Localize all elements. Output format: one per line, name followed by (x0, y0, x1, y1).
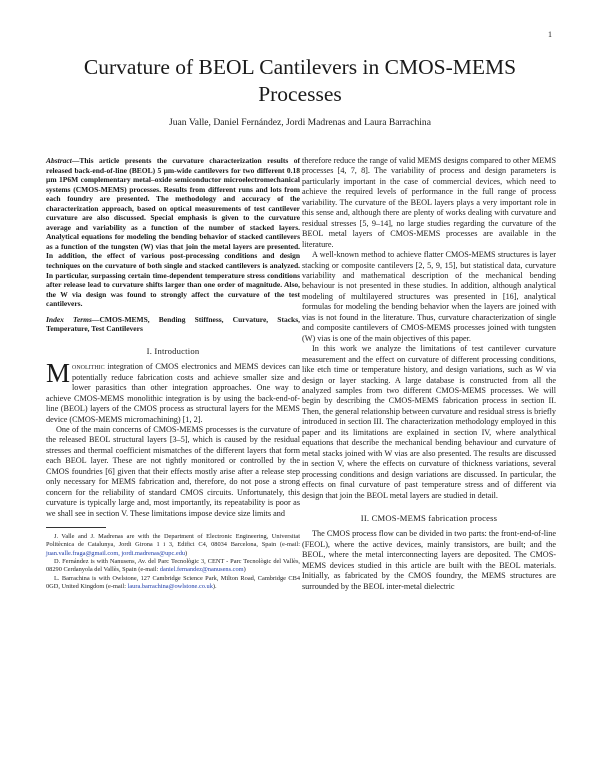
index-terms (46, 315, 300, 334)
footnote-tail: ). (212, 583, 217, 591)
footnotes (46, 533, 300, 591)
dropcap-letter: M (46, 358, 71, 389)
footnote-tail: ) (243, 566, 246, 574)
email-link[interactable]: juan.valle.fraga@gmail.com, jordi.madrenas@upc.edu (46, 549, 186, 557)
footnote-affiliation-2 (46, 558, 300, 574)
index-terms-text: —CMOS-MEMS, Bending Stiffness, Curvature, Stacks, Temperature, Test Cantilevers (46, 314, 301, 334)
abstract (46, 156, 300, 309)
abstract-text: —This article presents the curvature characterization results of released back-end-of-line (BEOL) 5 µm-wide cantilevers for two different 0.18 µm 1P6M complementary metal–oxide semiconductor microelectromechanical systems (CMOS-MEMS) processes. Results from different runs and lots from each foundry are presented. The methodology and accuracy of the characterization approach, based on optical measurements of test cantilever curvature are also discussed. Special emphasis is given to the curvature average and variability as a function of the number of stacked layers. Analytical equations for modeling the bending behavior of stacked cantilevers as a function of the tungsten (W) vias that join the metal layers are presented. In addition, the effect of various post-processing conditions and design techniques on the curvature of both single and stacked cantilevers is analyzed. In particular, surpassing certain time-dependent temperature stress conditions after release lead to curvature shifts larger than one order of magnitude. Also, the W via design was found to strongly affect the curvature of the test cantilevers. (46, 156, 300, 309)
footnote-tail: ) (185, 549, 188, 557)
intro-paragraph-2: One of the main concerns of CMOS-MEMS processes is the curvature of the released BEOL structural layers [3–5], which is caused by the residual stresses and thermal coefficient mismatches of the different layers that form each BEOL layer. These are not tightly monitored or controlled by the CMOS foundries [6] given that their effects mostly arise after a release step only necessary for MEMS fabrication and, therefore, do not pose a strong concern for the reliability of standard CMOS circuits. Unfortunately, this curvature is typically large and, most importantly, its repeatability is poor as we shall see in section V. These limitations impose device size limits and (46, 425, 300, 518)
right-column (302, 156, 556, 592)
intro-paragraph-1 (46, 358, 300, 425)
page-number: 1 (548, 30, 552, 39)
email-link[interactable]: daniel.fernandez@nanusens.com (159, 566, 244, 574)
body-paragraph-continued: therefore reduce the range of valid MEMS designs compared to other MEMS processes [4, 7, 8]. The variability of process and design parameters is particularly important in the case of commercial devices, which need to achieve the required levels of performance in the full range of process variability. The curvature of the BEOL layers plays a very important role in this sense and, although there are plenty of works dealing with curvature and residual stresses [5, 9–14], no large studies regarding the curvature of the BEOL metal layers of CMOS-MEMS processes are available in the literature. (302, 156, 556, 249)
footnote-divider (46, 527, 106, 528)
section-heading-introduction: I. Introduction (146, 345, 200, 356)
section-heading-fabrication: II. CMOS-MEMS fabrication process (360, 512, 498, 523)
paper-title: Curvature of BEOL Cantilevers in CMOS-MEMS Processes (83, 55, 517, 106)
left-column (46, 156, 300, 592)
email-link[interactable]: laura.barrachina@owlstone.co.uk (127, 583, 213, 591)
author-list: Juan Valle, Daniel Fernández, Jordi Madrenas and Laura Barrachina (169, 117, 431, 128)
body-paragraph-stacking: A well-known method to achieve flatter CMOS-MEMS structures is layer stacking or composite cantilevers [2, 5, 9, 15], but statistical data, curvature variability and mathematical description of the mechanical bending behaviour is not presented in these studies. In addition, although analytical modeling of multilayered structures was presented in [16], analytical formulas for modeling the bending behavior when the layers are joined with vias is not found in the literature. Thus, curvature characterization of single and composite cantilevers of CMOS-MEMS processes joined with tungsten (W) vias is one of the main objectives of this paper. (302, 250, 556, 343)
body-paragraph-this-work: In this work we analyze the limitations of test cantilever curvature measurement and the effect on curvature of different processing conditions, like etch time or temperature history, and design variations, such as W via design or layer stacking. A large database is constructed from all the analyzed samples from two different CMOS-MEMS processes. We will begin by describing the CMOS-MEMS fabrication process in section II. Then, the general relationship between curvature and residual stress is briefly introduced in section III. The characterization methodology employed in this paper and its limitations are explained in section IV, where analythical equations that describe the mechanical bending behaviour and curvature of metal stacks joined with W vias are also presented. The results are discussed in section V, where the effects on curvature of thickness variations, several processing conditions and design variations are discussed. In particular, the effects on final curvature of past temperature stress and of different via design that join the BEOL metal layers are studied in detail. (302, 344, 556, 500)
footnote-text: J. Valle and J. Madrenas are with the Department of Electronic Engineering, Universitat Politècnica de Catalunya, Jordi Girona 1 i 3, Edifici C4, 08034 Barcelona, Spain (e-mail: (46, 533, 300, 549)
index-terms-lead: Index Terms (46, 314, 92, 324)
footnote-text: D. Fernández is with Nanusens, Av. del Parc Tecnològic 3, CENT - Parc Tecnològic del Vallès, 08290 Cerdanyola del Vallès, Spain (e-mail: (46, 558, 300, 574)
footnote-affiliation-3 (46, 575, 300, 591)
footnote-affiliation-1 (46, 533, 300, 558)
footnote-text: L. Barrachina is with Owlstone, 127 Cambridge Science Park, Milton Road, Cambridge CB4 0GD, United Kingdom (e-mail: (46, 575, 300, 591)
abstract-lead: Abstract (46, 156, 72, 165)
intro-paragraph-1-text: integration of CMOS electronics and MEMS devices can potentially reduce fabrication costs and achieve smaller size and lower parasitics than other integration approaches. One way to achieve CMOS-MEMS monolithic integration is by using the back-end-of-line (BEOL) layers of the CMOS process as structural layers for the MEMS device (CMOS-MEMS micromachining) [1, 2]. (46, 362, 300, 424)
fabrication-paragraph-1: The CMOS process flow can be divided in two parts: the front-end-of-line (FEOL), where the active devices, mainly transistors, are built; and the BEOL, where the metal interconnecting layers are deposited. The CMOS-MEMS devices studied in this article are built with the BEOL materials. Initially, as fabricated by the CMOS foundry, the MEMS structures are surrounded by the BEOL inter-metal dielectric (302, 529, 556, 591)
intro-lead-word: onolithic (72, 362, 105, 372)
